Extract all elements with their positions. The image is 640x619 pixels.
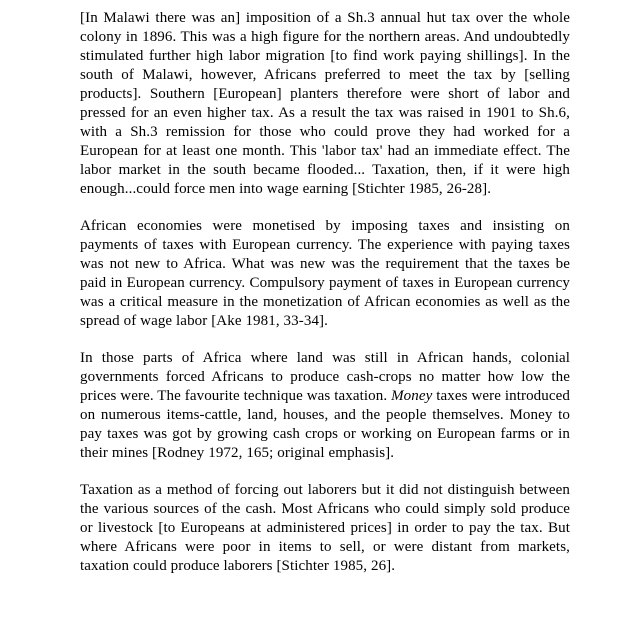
paragraph-cash-crops	[80, 349, 570, 463]
paragraph-monetised-economies: African economies were monetised by imposing taxes and insisting on payments of taxes with European currency. The experience with paying taxes was not new to Africa. What was new was the requirement that the taxes be paid in European currency. Compulsory payment of taxes in European currency was a critical measure in the monetization of African economies as well as the spread of wage labor [Ake 1981, 33-34].	[80, 218, 570, 329]
paragraph-taxation-laborers: Taxation as a method of forcing out laborers but it did not distinguish between the various sources of the cash. Most Africans who could simply sold produce or livestock [to Europeans at administered prices] in order to pay the tax. But where Africans were poor in items to sell, or were distant from markets, taxation could produce laborers [Stichter 1985, 26].	[80, 482, 570, 574]
paragraph-cash-crops-text-before: In those parts of Africa where land was still in African hands, colonial governments forced Africans to produce cash-crops no matter how low the prices were. The favourite technique was taxation.	[80, 350, 570, 404]
paragraph-cash-crops-italic-money: Money	[391, 388, 433, 404]
paragraph-malawi-hut-tax: [In Malawi there was an] imposition of a Sh.3 annual hut tax over the whole colony in 1896. This was a high figure for the northern areas. And undoubtedly stimulated further high labor migration [to find work paying shillings]. In the south of Malawi, however, Africans preferred to meet the tax by [selling products]. Southern [European] planters therefore were short of labor and pressed for an even higher tax. As a result the tax was raised in 1901 to Sh.6, with a Sh.3 remission for those who could prove they had worked for a European for at least one month. This 'labor tax' had an immediate effect. The labor market in the south became flooded... Taxation, then, if it were high enough...could force men into wage earning [Stichter 1985, 26-28].	[80, 10, 570, 197]
paragraph-cash-crops-text-after: taxes were introduced on numerous items-cattle, land, houses, and the people themselves. Money to pay taxes was got by growing cash crops or working on European farms or in their mines [Rodney 1972, 165; original emphasis].	[80, 388, 571, 461]
